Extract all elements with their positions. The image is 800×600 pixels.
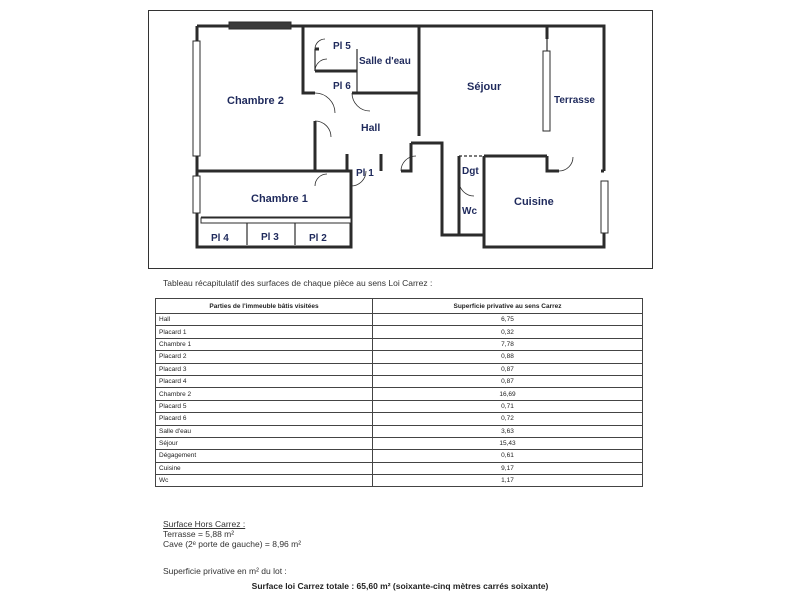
room-label-pl5: Pl 5 xyxy=(333,41,351,52)
table-row xyxy=(156,314,643,326)
table-caption: Tableau récapitulatif des surfaces de chaque pièce au sens Loi Carrez : xyxy=(163,278,433,288)
row-name: Placard 4 xyxy=(156,375,373,387)
row-value: 6,75 xyxy=(373,314,643,326)
row-name: Chambre 2 xyxy=(156,388,373,400)
room-label-cuisine: Cuisine xyxy=(514,196,554,208)
doors xyxy=(315,39,573,196)
floor-plan-drawing xyxy=(149,11,654,270)
carrez-total: Surface loi Carrez totale : 65,60 m² (soixante-cinq mètres carrés soixante) xyxy=(251,581,549,591)
row-value: 9,17 xyxy=(373,462,643,474)
table-row xyxy=(156,338,643,350)
row-name: Dégagement xyxy=(156,450,373,462)
row-name: Placard 3 xyxy=(156,363,373,375)
table-row xyxy=(156,437,643,449)
row-value: 3,63 xyxy=(373,425,643,437)
row-value: 16,69 xyxy=(373,388,643,400)
row-value: 0,72 xyxy=(373,413,643,425)
privative-label: Superficie privative en m² du lot : xyxy=(163,566,287,576)
row-value: 7,78 xyxy=(373,338,643,350)
row-name: Cuisine xyxy=(156,462,373,474)
row-name: Placard 5 xyxy=(156,400,373,412)
table-row xyxy=(156,400,643,412)
column-header-surface: Superficie privative au sens Carrez xyxy=(373,299,643,314)
row-name: Placard 2 xyxy=(156,351,373,363)
hors-carrez-terrasse: Terrasse = 5,88 m² xyxy=(163,529,235,539)
room-label-pl1: Pl 1 xyxy=(356,168,374,179)
table-row xyxy=(156,450,643,462)
room-label-pl6: Pl 6 xyxy=(333,81,351,92)
table-row xyxy=(156,475,643,487)
row-name: Wc xyxy=(156,475,373,487)
room-label-sejour: Séjour xyxy=(467,81,502,93)
room-label-pl2: Pl 2 xyxy=(309,233,327,244)
room-label-chambre1: Chambre 1 xyxy=(251,193,308,205)
row-name: Chambre 1 xyxy=(156,338,373,350)
row-value: 0,88 xyxy=(373,351,643,363)
row-value: 0,32 xyxy=(373,326,643,338)
room-label-dgt: Dgt xyxy=(462,166,479,177)
floor-plan xyxy=(148,10,653,269)
row-value: 0,87 xyxy=(373,363,643,375)
room-label-chambre2: Chambre 2 xyxy=(227,95,284,107)
hors-carrez-cave: Cave (2ᵉ porte de gauche) = 8,96 m² xyxy=(163,539,302,549)
row-value: 0,71 xyxy=(373,400,643,412)
room-label-wc: Wc xyxy=(462,206,477,217)
room-label-salle-deau: Salle d'eau xyxy=(359,56,411,67)
table-row xyxy=(156,462,643,474)
table-header-row xyxy=(156,299,643,314)
room-label-pl3: Pl 3 xyxy=(261,232,279,243)
row-name: Hall xyxy=(156,314,373,326)
table-row xyxy=(156,388,643,400)
hors-carrez-title: Surface Hors Carrez : xyxy=(163,519,246,529)
row-value: 15,43 xyxy=(373,437,643,449)
row-value: 1,17 xyxy=(373,475,643,487)
table-row xyxy=(156,413,643,425)
column-header-parts: Parties de l'immeuble bâtis visitées xyxy=(156,299,373,314)
hors-carrez-section xyxy=(163,519,301,549)
row-name: Salle d'eau xyxy=(156,425,373,437)
room-label-hall: Hall xyxy=(361,122,381,134)
table-row xyxy=(156,363,643,375)
light-walls xyxy=(247,39,547,245)
table-row xyxy=(156,375,643,387)
table-row xyxy=(156,326,643,338)
row-value: 0,87 xyxy=(373,375,643,387)
room-label-pl4: Pl 4 xyxy=(211,233,229,244)
surface-table xyxy=(155,298,643,487)
room-label-terrasse: Terrasse xyxy=(554,95,595,106)
row-value: 0,61 xyxy=(373,450,643,462)
row-name: Séjour xyxy=(156,437,373,449)
table-row xyxy=(156,425,643,437)
row-name: Placard 1 xyxy=(156,326,373,338)
table-row xyxy=(156,351,643,363)
row-name: Placard 6 xyxy=(156,413,373,425)
